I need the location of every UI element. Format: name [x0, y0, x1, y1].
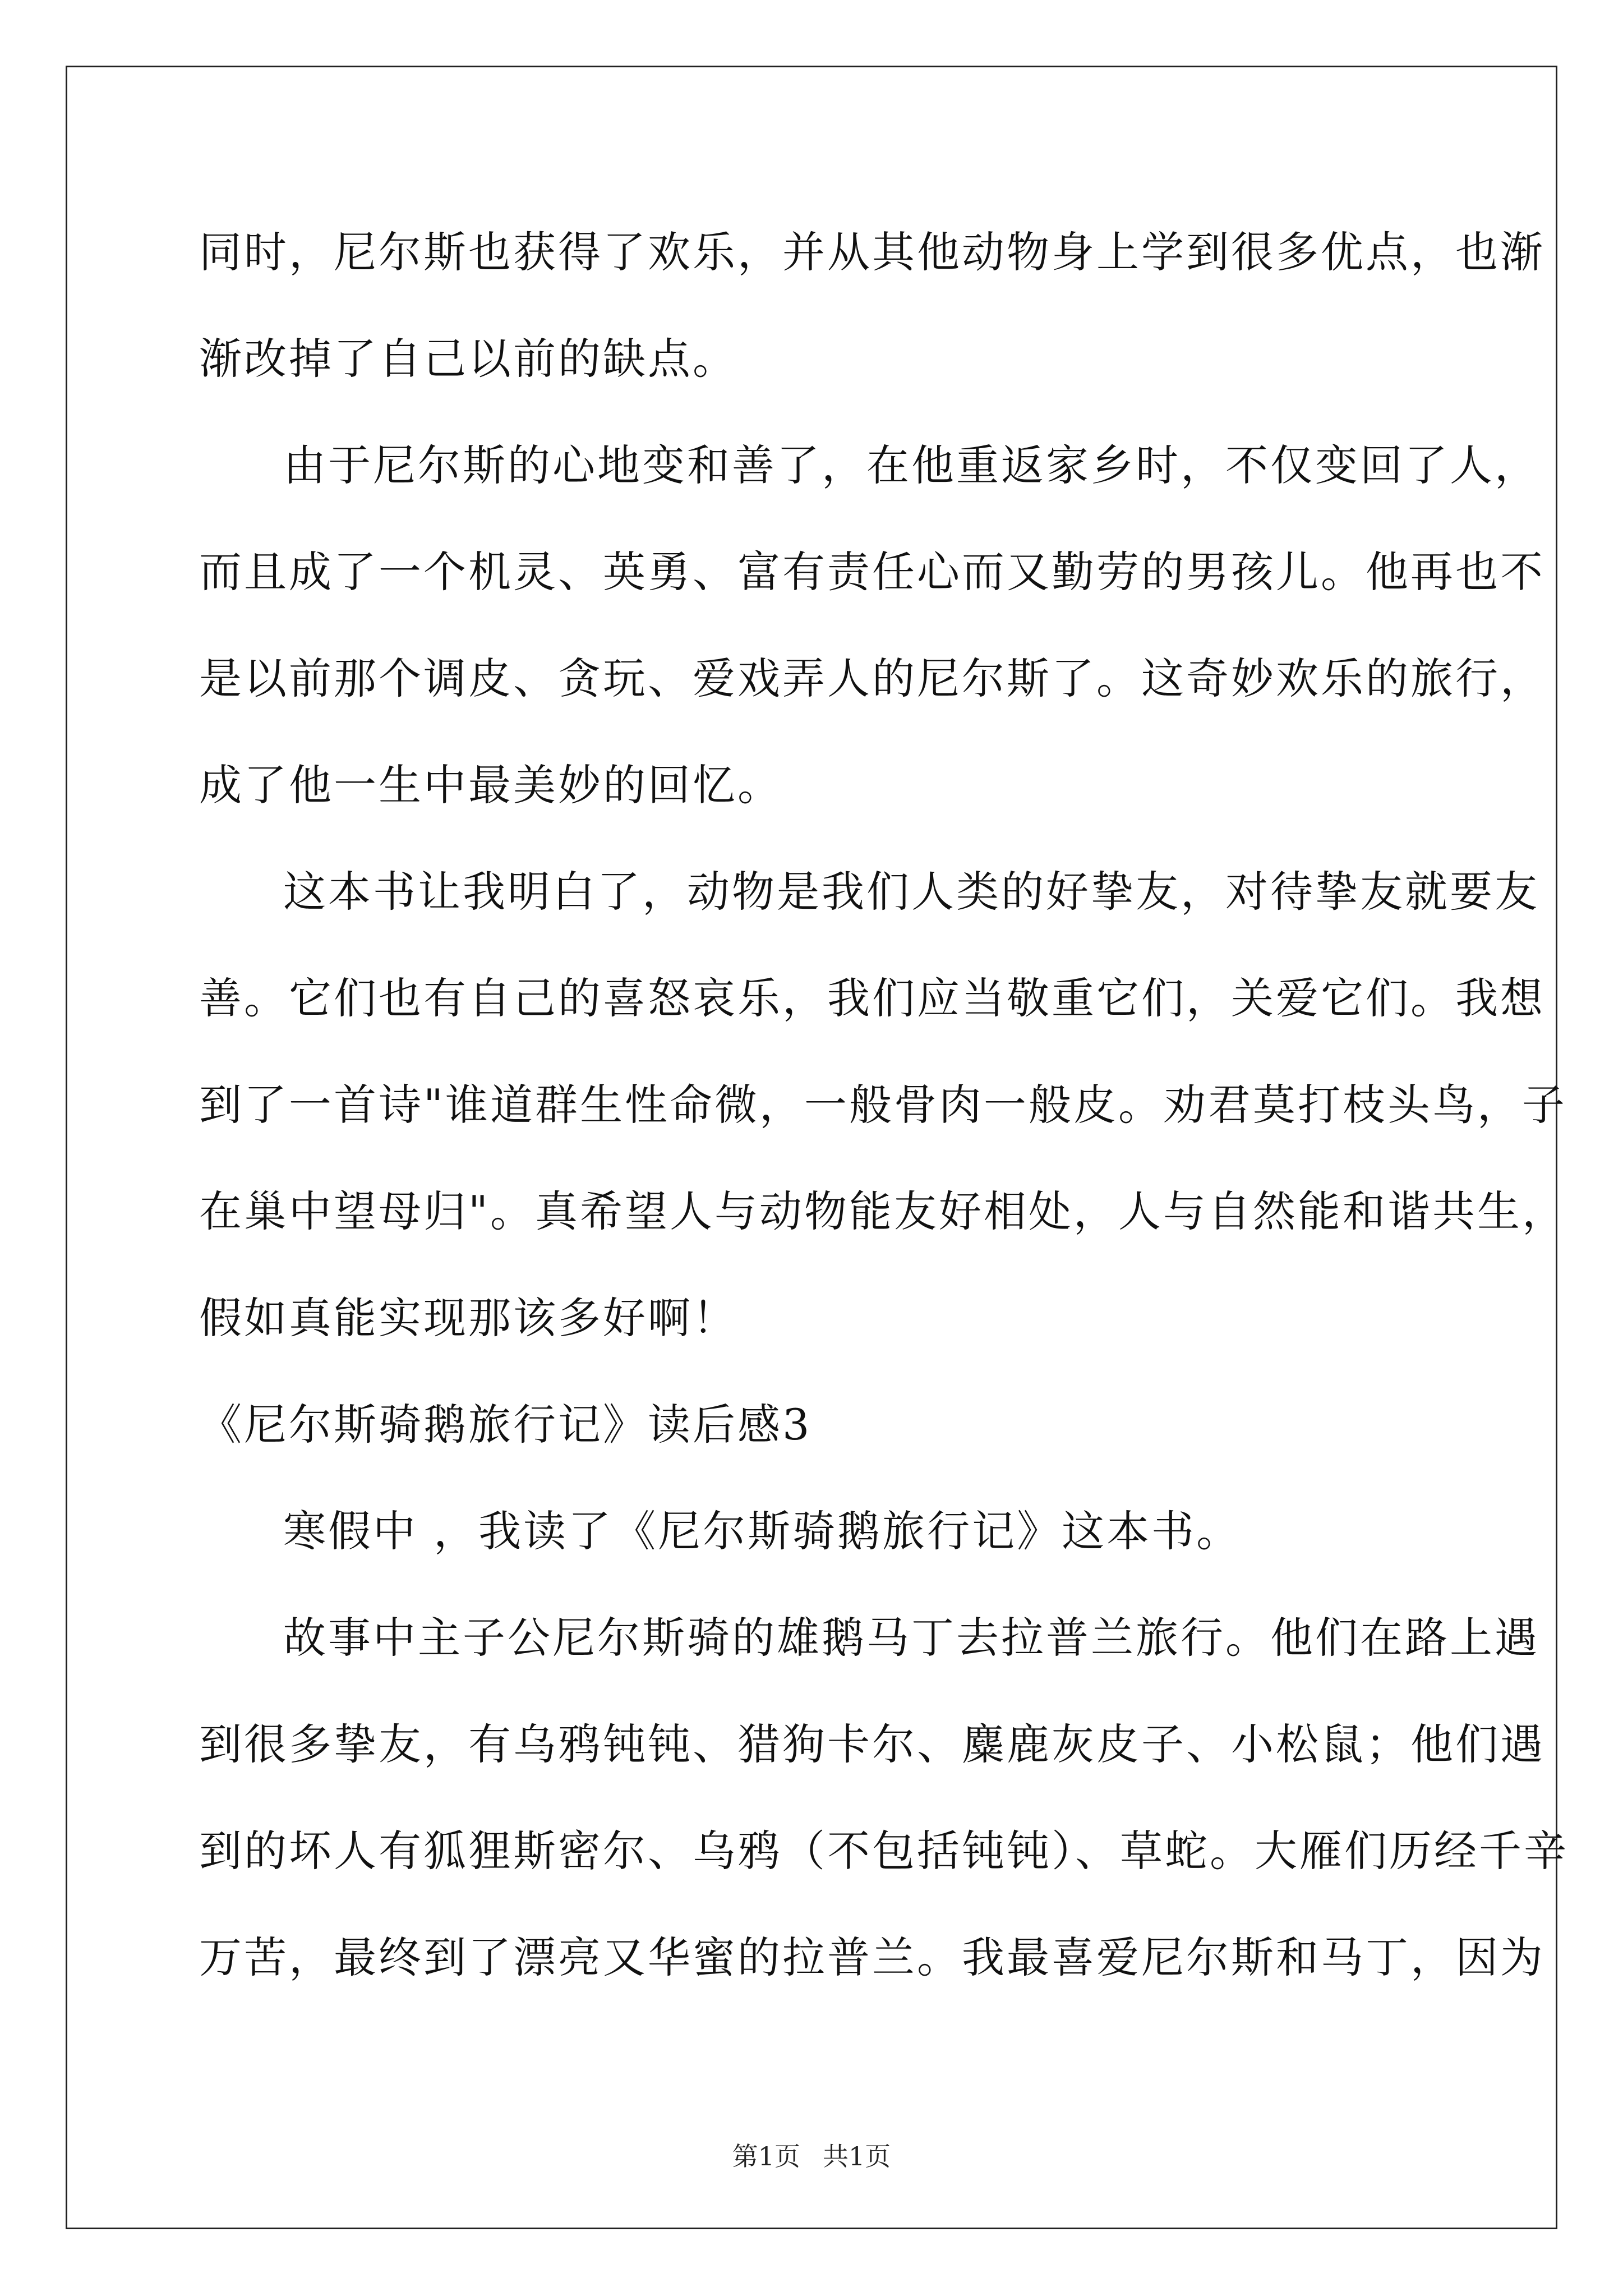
- page-count: 共1页: [823, 2141, 891, 2171]
- text-line: 假如真能实现那该多好啊！: [199, 1293, 737, 1343]
- document-body: [199, 210, 1569, 2022]
- text-line: 到了一首诗"谁道群生性命微，一般骨肉一般皮。劝君莫打枝头鸟，子: [199, 1080, 1567, 1130]
- text-line: 到的坏人有狐狸斯密尔、乌鸦（不包括钝钝）、草蛇。大雁们历经千辛: [199, 1826, 1569, 1876]
- page-footer: [0, 2136, 1623, 2173]
- text-line: 成了他一生中最美妙的回忆。: [199, 760, 782, 810]
- text-line: 善。它们也有自己的喜怒哀乐，我们应当敬重它们，关爱它们。我想: [199, 973, 1545, 1023]
- text-line: 到很多挚友，有乌鸦钝钝、猎狗卡尔、麋鹿灰皮子、小松鼠；他们遇: [199, 1719, 1545, 1769]
- text-line: 而且成了一个机灵、英勇、富有责任心而又勤劳的男孩儿。他再也不: [199, 547, 1545, 597]
- paragraph-start-line: 由于尼尔斯的心地变和善了，在他重返家乡时，不仅变回了人，: [283, 440, 1539, 490]
- paragraph-start-line: 这本书让我明白了，动物是我们人类的好挚友，对待挚友就要友: [283, 867, 1539, 917]
- text-line: 是以前那个调皮、贪玩、爱戏弄人的尼尔斯了。这奇妙欢乐的旅行，: [199, 654, 1545, 703]
- paragraph-start-line: 寒假中 ，我读了《尼尔斯骑鹅旅行记》这本书。: [283, 1506, 1242, 1556]
- text-line: 渐改掉了自己以前的缺点。: [199, 334, 737, 384]
- page-number: 第1页: [732, 2141, 800, 2171]
- paragraph-start-line: 故事中主子公尼尔斯骑的雄鹅马丁去拉普兰旅行。他们在路上遇: [283, 1613, 1539, 1663]
- text-line: 同时，尼尔斯也获得了欢乐，并从其他动物身上学到很多优点，也渐: [199, 227, 1545, 277]
- text-line: 在巢中望母归"。真希望人与动物能友好相处，人与自然能和谐共生，: [199, 1186, 1567, 1236]
- text-line: 万苦，最终到了漂亮又华蜜的拉普兰。我最喜爱尼尔斯和马丁，因为: [199, 1932, 1545, 1982]
- section-heading: 《尼尔斯骑鹅旅行记》读后感3: [199, 1400, 812, 1450]
